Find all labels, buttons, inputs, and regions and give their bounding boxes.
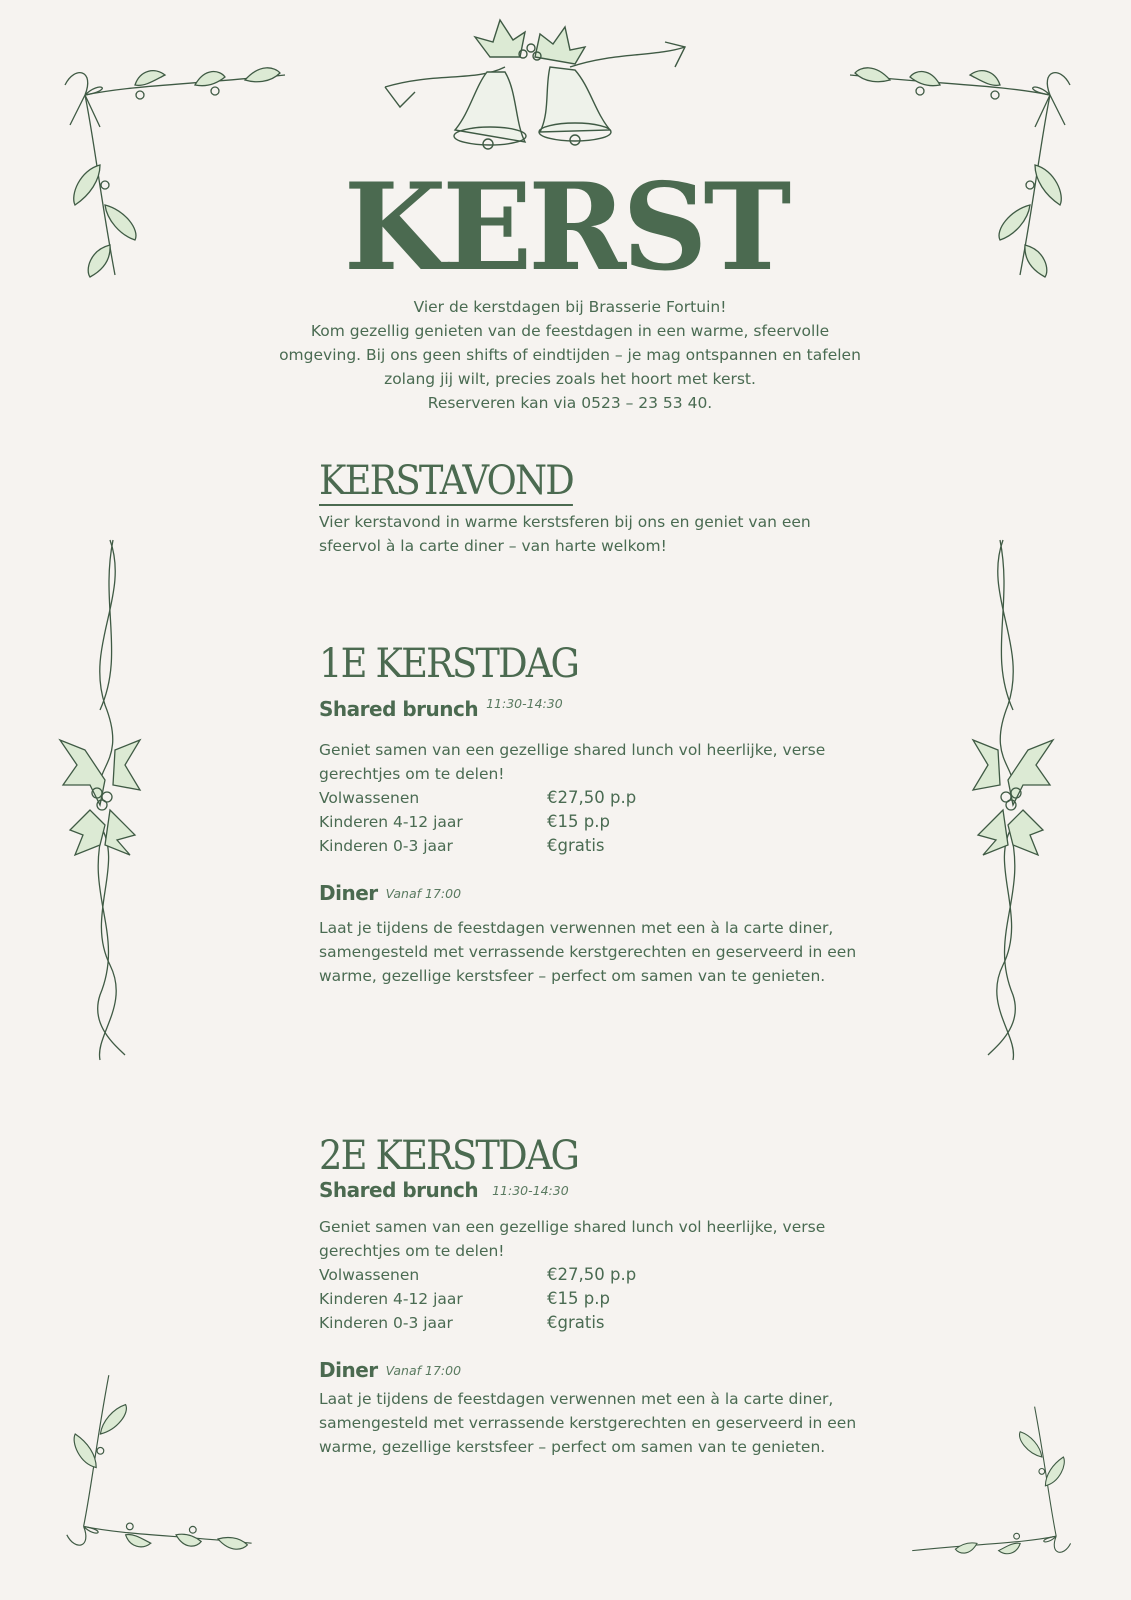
brunch-desc: Geniet samen van een gezellige shared lunch vol heerlijke, verse: [319, 741, 826, 759]
diner-desc: warme, gezellige kerstsfeer – perfect om samen van te genieten.: [319, 1438, 826, 1456]
section-kerstavond: [319, 458, 859, 558]
diner-time: Vanaf 17:00: [385, 1363, 462, 1378]
diner-desc: Laat je tijdens de feestdagen verwennen met een à la carte diner,: [319, 919, 834, 937]
brunch-title: Shared brunch: [319, 697, 479, 721]
holly-ribbon-icon: [55, 535, 145, 1065]
section-desc: Vier kerstavond in warme kerstsferen bij ons en geniet van een: [319, 513, 811, 531]
price-value: €27,50 p.p: [547, 788, 637, 807]
price-row: [319, 786, 859, 810]
brunch-time: 11:30-14:30: [492, 1183, 569, 1198]
intro-text: [270, 295, 870, 415]
diner-heading: [319, 1355, 859, 1387]
intro-line: Vier de kerstdagen bij Brasserie Fortuin!: [413, 298, 727, 316]
brunch-time: 11:30-14:30: [486, 696, 563, 711]
section-1e-kerstdag: [319, 641, 859, 988]
price-row: [319, 1311, 859, 1335]
brunch-heading: [319, 1175, 859, 1207]
diner-title: Diner: [319, 881, 378, 905]
price-row: [319, 810, 859, 834]
section-title: KERSTAVOND: [319, 458, 573, 504]
holly-ribbon-icon: [968, 535, 1058, 1065]
intro-line: Reserveren kan via 0523 – 23 53 40.: [427, 394, 713, 412]
price-value: €27,50 p.p: [547, 1265, 637, 1284]
section-title: 1E KERSTDAG: [319, 641, 579, 687]
mistletoe-icon: [50, 1350, 260, 1560]
section-2e-kerstdag: [319, 1133, 859, 1459]
diner-time: Vanaf 17:00: [385, 886, 462, 901]
price-value: €15 p.p: [547, 1289, 610, 1308]
brunch-desc: gerechtjes om te delen!: [319, 1242, 505, 1260]
price-row: [319, 1263, 859, 1287]
price-label: Volwassenen: [319, 789, 420, 807]
diner-desc: samengesteld met verrassende kerstgerechten en geserveerd in een: [319, 943, 857, 961]
diner-title: Diner: [319, 1358, 378, 1382]
price-row: [319, 834, 859, 858]
mistletoe-icon: [905, 1385, 1085, 1565]
price-value: €gratis: [547, 1313, 605, 1332]
price-value: €15 p.p: [547, 812, 610, 831]
price-value: €gratis: [547, 836, 605, 855]
section-desc: sfeervol à la carte diner – van harte welkom!: [319, 537, 667, 555]
price-label: Volwassenen: [319, 1266, 420, 1284]
price-label: Kinderen 0-3 jaar: [319, 1314, 453, 1332]
diner-desc: Laat je tijdens de feestdagen verwennen met een à la carte diner,: [319, 1390, 834, 1408]
brunch-desc: gerechtjes om te delen!: [319, 765, 505, 783]
intro-line: zolang jij wilt, precies zoals het hoort met kerst.: [384, 370, 756, 388]
diner-heading: [319, 878, 859, 910]
diner-desc: warme, gezellige kerstsfeer – perfect om samen van te genieten.: [319, 967, 826, 985]
price-label: Kinderen 0-3 jaar: [319, 837, 453, 855]
brunch-title: Shared brunch: [319, 1178, 479, 1202]
intro-line: omgeving. Bij ons geen shifts of eindtijden – je mag ontspannen en tafelen: [279, 346, 861, 364]
bells-icon: [375, 12, 705, 162]
diner-desc: samengesteld met verrassende kerstgerechten en geserveerd in een: [319, 1414, 857, 1432]
price-row: [319, 1287, 859, 1311]
page-title: KERST: [343, 155, 788, 298]
brunch-desc: Geniet samen van een gezellige shared lunch vol heerlijke, verse: [319, 1218, 826, 1236]
section-title: 2E KERSTDAG: [319, 1133, 579, 1179]
intro-line: Kom gezellig genieten van de feestdagen in een warme, sfeervolle: [310, 322, 830, 340]
price-label: Kinderen 4-12 jaar: [319, 813, 463, 831]
price-label: Kinderen 4-12 jaar: [319, 1290, 463, 1308]
brunch-heading: [319, 689, 859, 726]
